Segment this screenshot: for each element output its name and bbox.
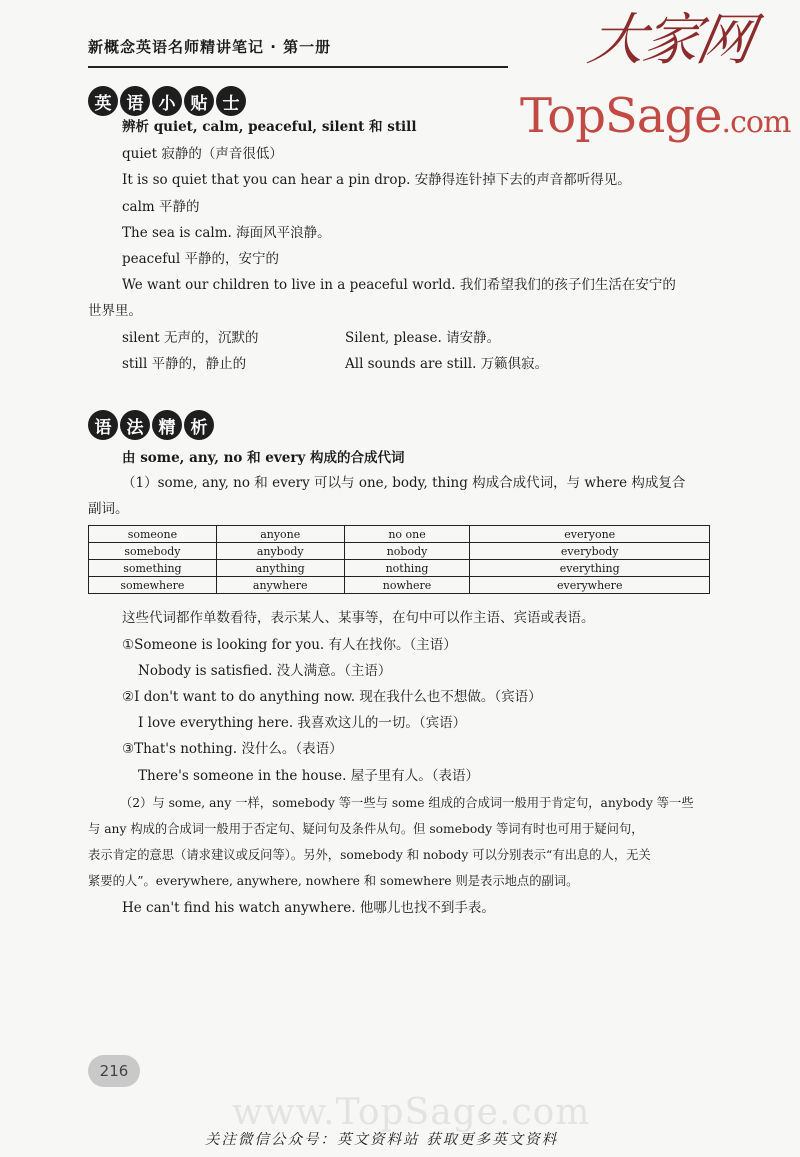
- table-cell: somebody: [89, 543, 217, 560]
- tips-pair-word: still 平静的，静止的: [122, 356, 247, 372]
- table-row: [89, 543, 710, 560]
- table-cell: anywhere: [216, 577, 344, 594]
- watermark-logo-en: [520, 88, 790, 144]
- table-cell: no one: [344, 526, 470, 543]
- grammar-final-example: He can't find his watch anywhere. 他哪儿也找不到手表。: [122, 900, 495, 916]
- grammar-example: ①Someone is looking for you. 有人在找你。（主语）: [122, 637, 457, 653]
- grammar-example: There's someone in the house. 屋子里有人。（表语）: [138, 768, 479, 784]
- tips-line: quiet 寂静的（声音很低）: [122, 146, 283, 162]
- tips-line: We want our children to live in a peaceful world. 我们希望我们的孩子们生活在安宁的: [122, 277, 676, 293]
- grammar-example: ③That's nothing. 没什么。（表语）: [122, 741, 343, 757]
- tips-line: The sea is calm. 海面风平浪静。: [122, 225, 331, 241]
- tips-pair-example: Silent, please. 请安静。: [345, 330, 501, 346]
- table-cell: nobody: [344, 543, 470, 560]
- grammar-example: ②I don't want to do anything now. 现在我什么也不想做。（宾语）: [122, 689, 542, 705]
- grammar-para2-line: 表示肯定的意思（请求建议或反问等）。另外，somebody 和 nobody 可以分别表示“有出息的人，无关: [88, 848, 651, 862]
- tips-heading: 辨析 quiet, calm, peaceful, silent 和 still: [122, 119, 417, 135]
- badge-char: 语: [120, 86, 150, 116]
- grammar-intro: 副词。: [88, 501, 129, 517]
- table-row: [89, 560, 710, 577]
- footer-note: 关注微信公众号：英文资料站 获取更多英文资料: [205, 1132, 559, 1148]
- badge-char: 贴: [184, 86, 214, 116]
- table-row: [89, 526, 710, 543]
- grammar-para2-line: （2）与 some, any 一样，somebody 等一些与 some 组成的合成词一般用于肯定句，anybody 等一些: [120, 796, 694, 810]
- grammar-heading: 由 some, any, no 和 every 构成的合成代词: [122, 450, 405, 466]
- grammar-example: Nobody is satisfied. 没人满意。（主语）: [138, 663, 392, 679]
- table-cell: anything: [216, 560, 344, 577]
- badge-char: 士: [216, 86, 246, 116]
- table-cell: something: [89, 560, 217, 577]
- tips-badge: [88, 86, 246, 116]
- table-cell: everywhere: [470, 577, 710, 594]
- table-cell: somewhere: [89, 577, 217, 594]
- grammar-para2-line: 紧要的人”。everywhere, anywhere, nowhere 和 somewhere 则是表示地点的副词。: [88, 874, 579, 888]
- running-header: 新概念英语名师精讲笔记 · 第一册: [88, 38, 332, 56]
- grammar-para2-line: 与 any 构成的合成词一般用于否定句、疑问句及条件从句。但 somebody 等词有时也可用于疑问句，: [88, 822, 644, 836]
- table-cell: anyone: [216, 526, 344, 543]
- watermark-logo-en-main: TopSage: [520, 88, 722, 144]
- badge-char: 语: [88, 410, 118, 440]
- tips-line: It is so quiet that you can hear a pin drop. 安静得连针掉下去的声音都听得见。: [122, 172, 631, 188]
- table-cell: someone: [89, 526, 217, 543]
- compound-pronoun-table: [88, 525, 710, 594]
- grammar-intro: （1）some, any, no 和 every 可以与 one, body, thing 构成合成代词，与 where 构成复合: [122, 475, 686, 491]
- badge-char: 法: [120, 410, 150, 440]
- tips-line: peaceful 平静的，安宁的: [122, 251, 280, 267]
- table-cell: everyone: [470, 526, 710, 543]
- table-cell: everything: [470, 560, 710, 577]
- tips-pair-word: silent 无声的，沉默的: [122, 330, 259, 346]
- badge-char: 析: [184, 410, 214, 440]
- grammar-note: 这些代词都作单数看待，表示某人、某事等，在句中可以作主语、宾语或表语。: [122, 610, 595, 626]
- watermark-logo-en-suffix: .com: [721, 105, 791, 140]
- page-number: 216: [88, 1055, 140, 1087]
- table-cell: nothing: [344, 560, 470, 577]
- watermark-logo-cn: 大家网: [583, 8, 757, 73]
- table-cell: everybody: [470, 543, 710, 560]
- header-rule: [88, 66, 508, 68]
- tips-pair-example: All sounds are still. 万籁俱寂。: [345, 356, 549, 372]
- watermark-bottom: www.TopSage.com: [232, 1092, 591, 1133]
- tips-line: calm 平静的: [122, 199, 200, 215]
- grammar-example: I love everything here. 我喜欢这儿的一切。（宾语）: [138, 715, 467, 731]
- table-row: [89, 577, 710, 594]
- badge-char: 小: [152, 86, 182, 116]
- tips-line: 世界里。: [88, 303, 142, 319]
- table-cell: nowhere: [344, 577, 470, 594]
- grammar-badge: [88, 410, 214, 440]
- badge-char: 英: [88, 86, 118, 116]
- table-cell: anybody: [216, 543, 344, 560]
- badge-char: 精: [152, 410, 182, 440]
